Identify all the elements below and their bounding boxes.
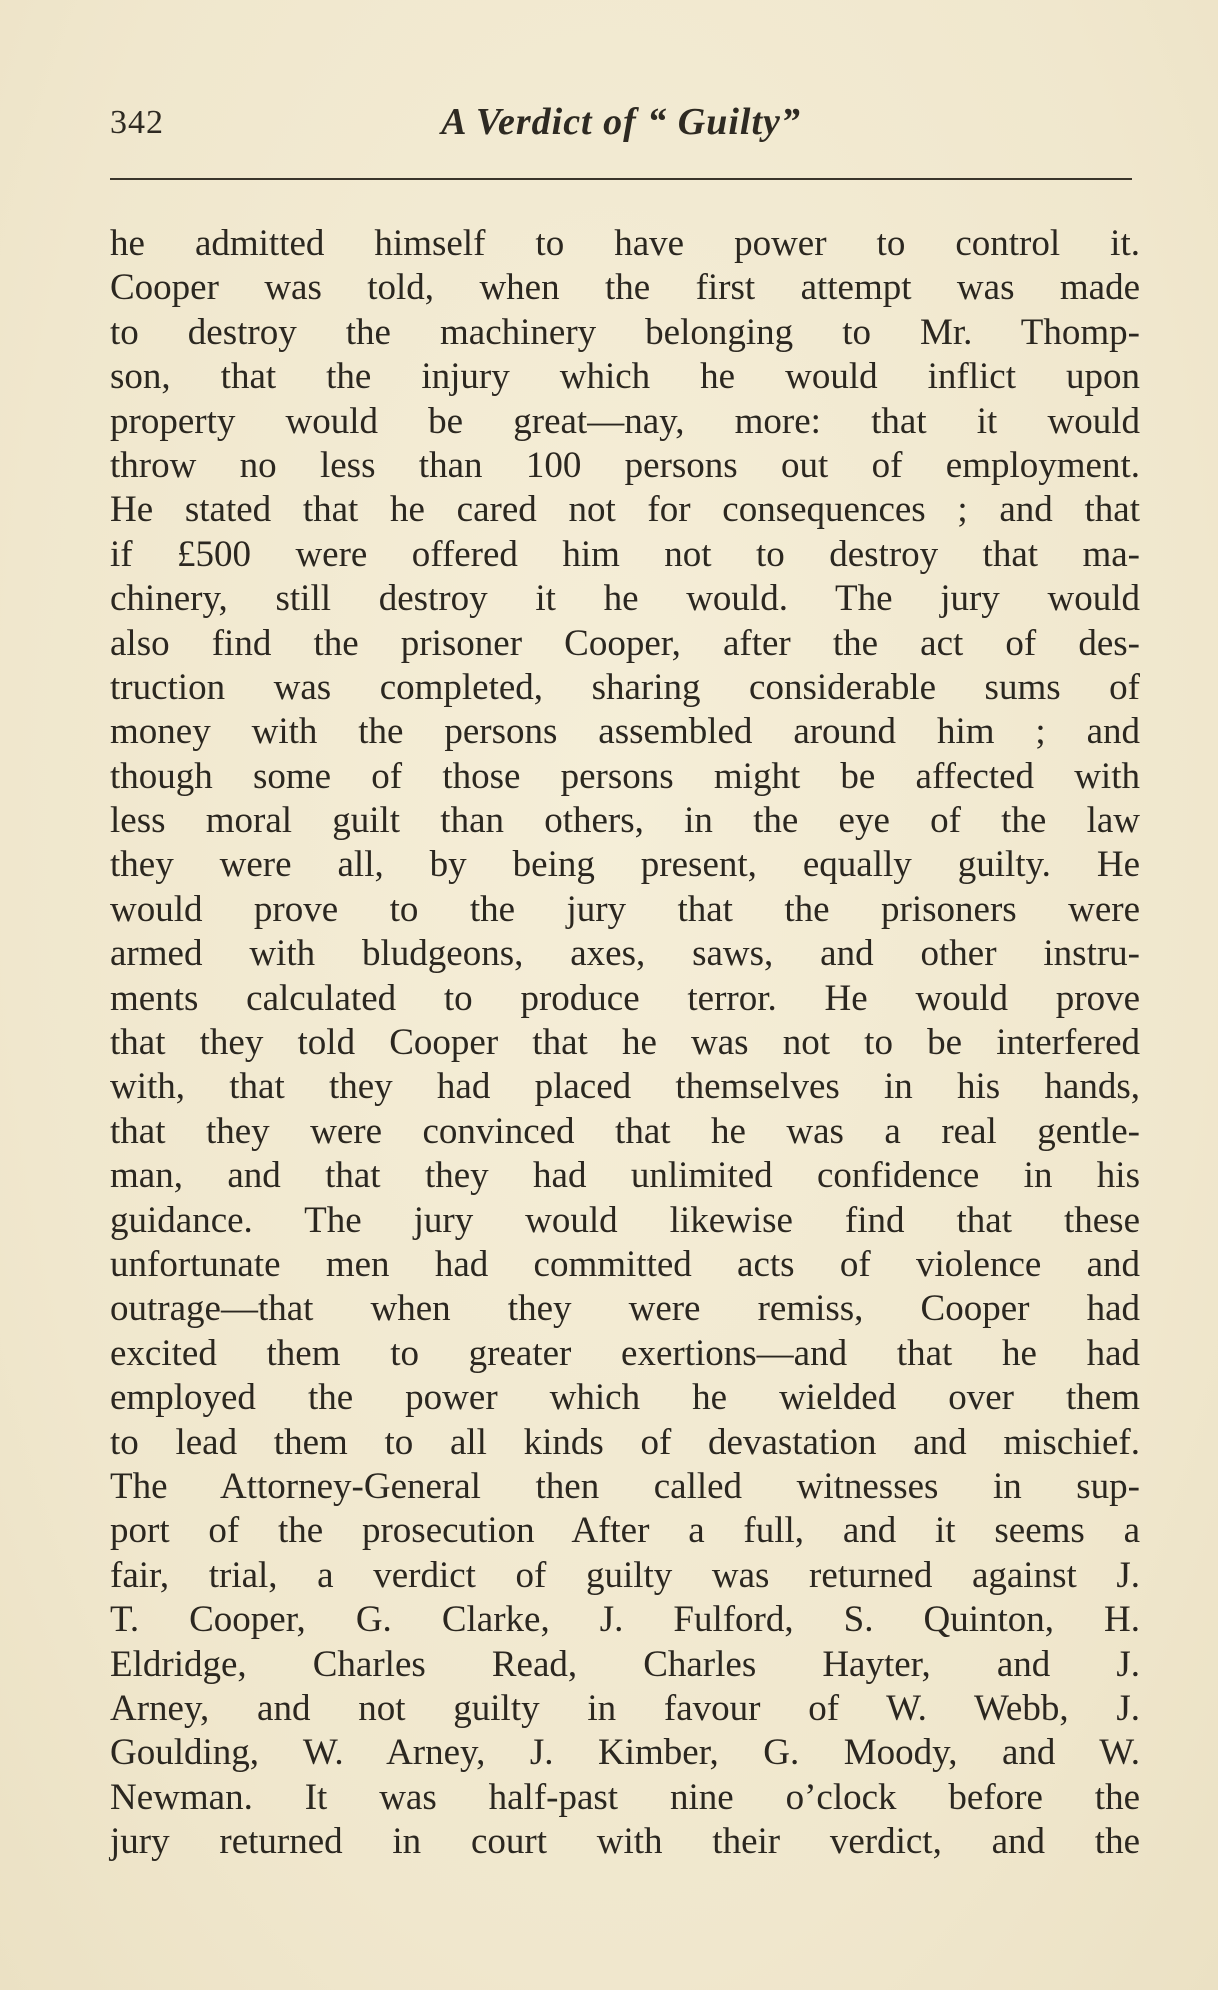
text-line: Goulding, W. Arney, J. Kimber, G. Moody, and W. <box>110 1732 1140 1774</box>
text-line: fair, trial, a verdict of guilty was returned against J. <box>110 1554 1140 1596</box>
text-line: excited them to greater exertions—and that he had <box>110 1332 1140 1374</box>
text-line: to lead them to all kinds of devastation and mischief. <box>110 1421 1140 1463</box>
text-line: unfortunate men had committed acts of violence and <box>110 1243 1140 1285</box>
text-line: truction was completed, sharing considerable sums of <box>110 666 1140 708</box>
text-line: if £500 were offered him not to destroy that ma- <box>110 533 1140 575</box>
text-line: property would be great—nay, more: that it would <box>110 400 1140 442</box>
text-line: though some of those persons might be affected with <box>110 755 1140 797</box>
page-number: 342 <box>110 104 164 141</box>
text-line: to destroy the machinery belonging to Mr. Thomp- <box>110 311 1140 353</box>
text-line: Newman. It was half-past nine o’clock before the <box>110 1776 1140 1818</box>
text-line: Cooper was told, when the first attempt was made <box>110 267 1140 309</box>
text-line: that they told Cooper that he was not to be interfered <box>110 1022 1140 1064</box>
text-line: employed the power which he wielded over them <box>110 1377 1140 1419</box>
text-line: man, and that they had unlimited confidence in his <box>110 1155 1140 1197</box>
running-head <box>110 100 1132 160</box>
body-text <box>110 222 1140 1864</box>
text-line: less moral guilt than others, in the eye of the law <box>110 800 1140 842</box>
text-line: port of the prosecution After a full, and it seems a <box>110 1510 1140 1552</box>
running-title: A Verdict of “ Guilty” <box>441 101 801 143</box>
text-line: would prove to the jury that the prisoners were <box>110 888 1140 930</box>
text-line: Eldridge, Charles Read, Charles Hayter, and J. <box>110 1643 1140 1685</box>
text-line: also find the prisoner Cooper, after the act of des- <box>110 622 1140 664</box>
text-line: throw no less than 100 persons out of employment. <box>110 444 1140 486</box>
text-line: chinery, still destroy it he would. The jury would <box>110 578 1140 620</box>
text-line: T. Cooper, G. Clarke, J. Fulford, S. Quinton, H. <box>110 1599 1140 1641</box>
text-line: money with the persons assembled around him ; and <box>110 711 1140 753</box>
text-line: son, that the injury which he would inflict upon <box>110 356 1140 398</box>
text-line: He stated that he cared not for consequences ; and that <box>110 489 1140 531</box>
text-line: with, that they had placed themselves in his hands, <box>110 1066 1140 1108</box>
text-line: armed with bludgeons, axes, saws, and other instru- <box>110 933 1140 975</box>
text-line: The Attorney-General then called witnesses in sup- <box>110 1465 1140 1507</box>
text-line: they were all, by being present, equally guilty. He <box>110 844 1140 886</box>
text-line: guidance. The jury would likewise find that these <box>110 1199 1140 1241</box>
text-line: ments calculated to produce terror. He would prove <box>110 977 1140 1019</box>
header-rule <box>110 178 1132 180</box>
text-line: jury returned in court with their verdict, and the <box>110 1821 1140 1863</box>
text-line: Arney, and not guilty in favour of W. Webb, J. <box>110 1687 1140 1729</box>
text-line: that they were convinced that he was a real gentle- <box>110 1110 1140 1152</box>
text-line: outrage—that when they were remiss, Cooper had <box>110 1288 1140 1330</box>
text-line: he admitted himself to have power to control it. <box>110 223 1140 264</box>
